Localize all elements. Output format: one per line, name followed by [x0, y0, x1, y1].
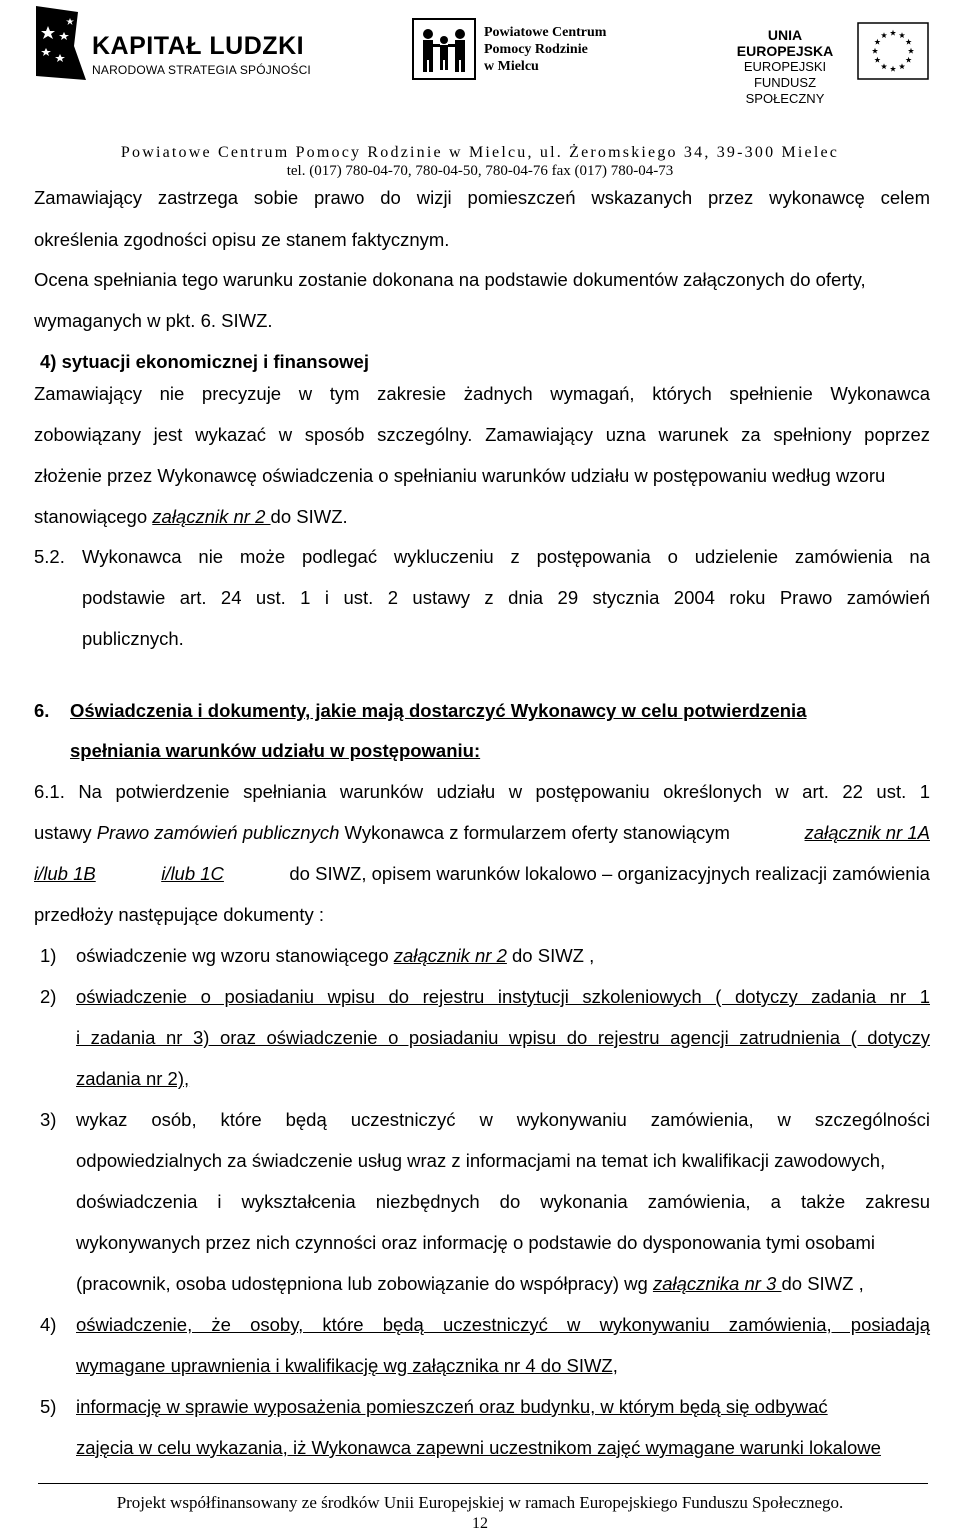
paragraph-line — [34, 821, 930, 845]
list-item-cont: zajęcia w celu wykazania, iż Wykonawca zapewni uczestnikom zajęć wymagane warunki lokalowe — [76, 1437, 881, 1458]
paragraph-line: publicznych. — [82, 628, 184, 649]
law-name: Prawo zamówień publicznych — [96, 822, 340, 843]
pcpr-logo — [412, 18, 632, 84]
list-item-cont: wymagane uprawnienia i kwalifikację wg załącznika nr 4 do SIWZ, — [76, 1355, 618, 1376]
attachment-2-reference: załącznik nr 2 — [393, 945, 507, 966]
pcpr-line-2: Pomocy Rodzinie — [484, 42, 588, 57]
list-item — [76, 944, 594, 968]
section-6-heading-cont: spełniania warunków udziału w postępowaniu: — [70, 740, 481, 761]
list-item-number: 5) — [40, 1396, 57, 1417]
list-item-cont: doświadczenia i wykształcenia niezbędnych do wykonania zamówienia, a także zakresu — [76, 1191, 930, 1212]
section-4-heading: 4) sytuacji ekonomicznej i finansowej — [40, 351, 369, 372]
kapital-ludzki-subtitle: NARODOWA STRATEGIA SPÓJNOŚCI — [92, 63, 311, 77]
eu-logo — [720, 22, 940, 106]
text-run: ustawy — [34, 822, 97, 843]
section-6-heading: Oświadczenia i dokumenty, jakie mają dostarczyć Wykonawcy w celu potwierdzenia — [70, 700, 807, 721]
paragraph-line: przedłoży następujące dokumenty : — [34, 904, 325, 925]
paragraph-line: zobowiązany jest wykazać w sposób szczególny. Zamawiający uzna warunek za spełniony poprzez — [34, 424, 930, 445]
paragraph-line: Zamawiający nie precyzuje w tym zakresie żadnych wymagań, których spełnienie Wykonawca — [34, 383, 930, 404]
paragraph-line: Wykonawca nie może podlegać wykluczeniu z postępowania o udzielenie zamówienia na — [82, 546, 930, 567]
header-address: Powiatowe Centrum Pomocy Rodzinie w Mielcu, ul. Żeromskiego 34, 39-300 Mielec — [120, 144, 840, 161]
list-item: oświadczenie o posiadaniu wpisu do rejestru instytucji szkoleniowych ( dotyczy zadania nr 1 — [76, 986, 930, 1007]
list-item-cont — [76, 1272, 864, 1296]
text-run: do SIWZ , — [781, 1273, 864, 1294]
text-run: do SIWZ , — [506, 945, 595, 966]
list-item-cont: odpowiedzialnych za świadczenie usług wraz z informacjami na temat ich kwalifikacji zawodowych, — [76, 1150, 886, 1171]
list-item-number: 4) — [40, 1314, 57, 1335]
attachment-1a-reference: załącznik nr 1A — [804, 822, 930, 843]
paragraph-line: podstawie art. 24 ust. 1 i ust. 2 ustawy z dnia 29 stycznia 2004 roku Prawo zamówień — [82, 587, 930, 608]
paragraph-line: Zamawiający zastrzega sobie prawo do wizji pomieszczeń wskazanych przez wykonawcę celem — [34, 187, 930, 208]
text-run: stanowiącego — [34, 506, 153, 527]
text-run: oświadczenie wg wzoru stanowiącego — [76, 945, 394, 966]
eu-line-2: EUROPEJSKI — [743, 59, 827, 74]
header-phone: tel. (017) 780-04-70, 780-04-50, 780-04-76 fax (017) 780-04-73 — [286, 163, 674, 179]
text-run — [34, 821, 735, 845]
paragraph-line: wymaganych w pkt. 6. SIWZ. — [34, 310, 273, 331]
pcpr-line-3: w Mielcu — [484, 59, 539, 74]
eu-line-1: UNIA EUROPEJSKA — [736, 27, 834, 59]
paragraph-line: złożenie przez Wykonawcę oświadczenia o spełnianiu warunków udziału w postępowaniu według wzoru — [34, 465, 886, 486]
section-5-2-number: 5.2. — [34, 546, 65, 567]
list-item-cont: i zadania nr 3) oraz oświadczenie o posiadaniu wpisu do rejestru agencji zatrudnienia ( dotyczy — [76, 1027, 930, 1048]
attachment-2-reference: załącznik nr 2 — [152, 506, 271, 527]
attachment-1b-reference: i/lub 1B — [34, 863, 96, 884]
list-item: wykaz osób, które będą uczestniczyć w wykonywaniu zamówienia, w szczególności — [76, 1109, 930, 1130]
paragraph-line — [34, 862, 930, 886]
text-run: do SIWZ, opisem warunków lokalowo – organizacyjnych realizacji zamówienia — [289, 863, 930, 884]
text-run: (pracownik, osoba udostępniona lub zobowiązanie do współpracy) wg — [76, 1273, 653, 1294]
eu-line-3: FUNDUSZ SPOŁECZNY — [745, 75, 825, 106]
attachment-1c-reference: i/lub 1C — [161, 863, 224, 884]
footer-cofinancing-note: Projekt współfinansowany ze środków Unii Europejskiej w ramach Europejskiego Funduszu Społecznego. — [116, 1493, 844, 1512]
list-item-cont: zadania nr 2), — [76, 1068, 190, 1089]
kapital-ludzki-name: KAPITAŁ LUDZKI — [92, 32, 305, 60]
list-item-number: 3) — [40, 1109, 57, 1130]
footer-divider — [38, 1483, 928, 1484]
pcpr-family-icon — [412, 18, 476, 80]
text-run: Wykonawca z formularzem oferty stanowiącym — [339, 822, 736, 843]
attachment-3-reference: załącznika nr 3 — [652, 1273, 782, 1294]
list-item-cont: wykonywanych przez nich czynności oraz informację o podstawie do dysponowania tymi osobami — [76, 1232, 875, 1253]
page-number: 12 — [472, 1515, 488, 1532]
text-run: do SIWZ. — [270, 506, 348, 527]
paragraph-line: Ocena spełniania tego warunku zostanie dokonana na podstawie dokumentów załączonych do oferty, — [34, 269, 866, 290]
section-6-number: 6. — [34, 700, 50, 721]
list-item-number: 1) — [40, 945, 57, 966]
paragraph-line: 6.1. Na potwierdzenie spełniania warunków udziału w postępowaniu określonych w art. 22 ust. 1 — [34, 781, 930, 802]
eu-flag-icon — [857, 22, 929, 80]
list-item: oświadczenie, że osoby, które będą uczestniczyć w wykonywaniu zamówienia, posiadają — [76, 1314, 930, 1335]
eu-logo-text — [720, 27, 850, 107]
paragraph-line: określenia zgodności opisu ze stanem faktycznym. — [34, 229, 450, 250]
pcpr-logo-text — [484, 24, 606, 75]
kapital-ludzki-flag-icon — [34, 6, 86, 80]
kapital-ludzki-logo — [34, 6, 324, 84]
list-item-number: 2) — [40, 986, 57, 1007]
pcpr-line-1: Powiatowe Centrum — [484, 25, 607, 40]
list-item: informację w sprawie wyposażenia pomieszczeń oraz budynku, w którym będą się odbywać — [76, 1396, 828, 1417]
paragraph-line — [34, 505, 348, 529]
